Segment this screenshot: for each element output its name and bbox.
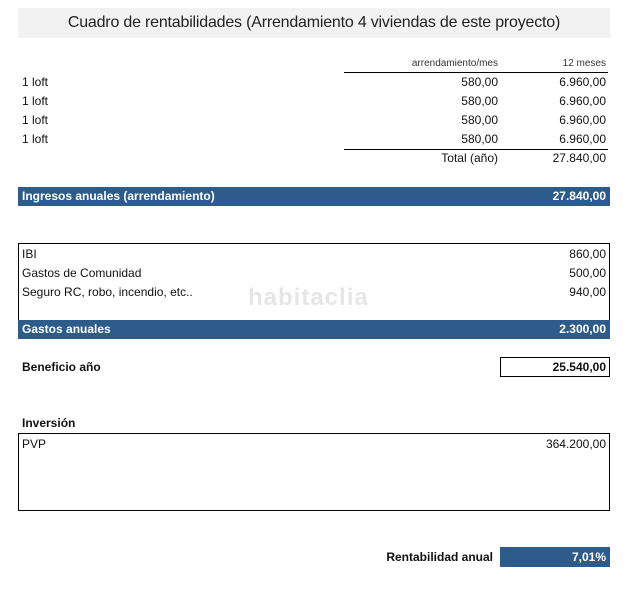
rent-row-annual: 6.960,00 [559, 75, 606, 89]
income-band [18, 187, 610, 206]
rent-row-label: 1 loft [22, 94, 49, 108]
expense-value: 500,00 [569, 266, 606, 280]
col-header-annual: 12 meses [562, 58, 606, 69]
expenses-band [18, 320, 610, 339]
expense-value: 860,00 [569, 247, 606, 261]
profit-label: Beneficio año [22, 360, 101, 374]
rent-row-label: 1 loft [22, 132, 49, 146]
yield-label: Rentabilidad anual [386, 550, 493, 564]
rent-row-monthly: 580,00 [461, 113, 498, 127]
expense-label: IBI [22, 247, 37, 261]
rent-row-label: 1 loft [22, 113, 49, 127]
watermark: habitaclia [248, 284, 369, 311]
yield-value: 7,01% [500, 547, 610, 567]
total-label: Total (año) [441, 151, 498, 165]
rent-row-annual: 6.960,00 [559, 113, 606, 127]
rent-row-monthly: 580,00 [461, 132, 498, 146]
rent-row-annual: 6.960,00 [559, 132, 606, 146]
expense-label: Gastos de Comunidad [22, 266, 142, 280]
rent-row-label: 1 loft [22, 75, 49, 89]
income-value: 27.840,00 [552, 189, 606, 203]
rent-row-annual: 6.960,00 [559, 94, 606, 108]
page-title: Cuadro de rentabilidades (Arrendamiento 4 viviendas de este proyecto) [18, 8, 610, 38]
expenses-total-value: 2.300,00 [559, 322, 606, 336]
investment-label: PVP [22, 437, 47, 451]
expenses-total-label: Gastos anuales [22, 322, 111, 336]
income-label: Ingresos anuales (arrendamiento) [22, 189, 215, 203]
investment-value: 364.200,00 [545, 437, 606, 451]
expense-value: 940,00 [569, 285, 606, 299]
col-header-monthly: arrendamiento/mes [411, 58, 498, 69]
rent-row-monthly: 580,00 [461, 75, 498, 89]
investment-heading: Inversión [22, 416, 76, 430]
rent-row-monthly: 580,00 [461, 94, 498, 108]
expense-label: Seguro RC, robo, incendio, etc.. [22, 285, 193, 299]
total-value: 27.840,00 [552, 151, 606, 165]
profit-value: 25.540,00 [500, 357, 610, 377]
